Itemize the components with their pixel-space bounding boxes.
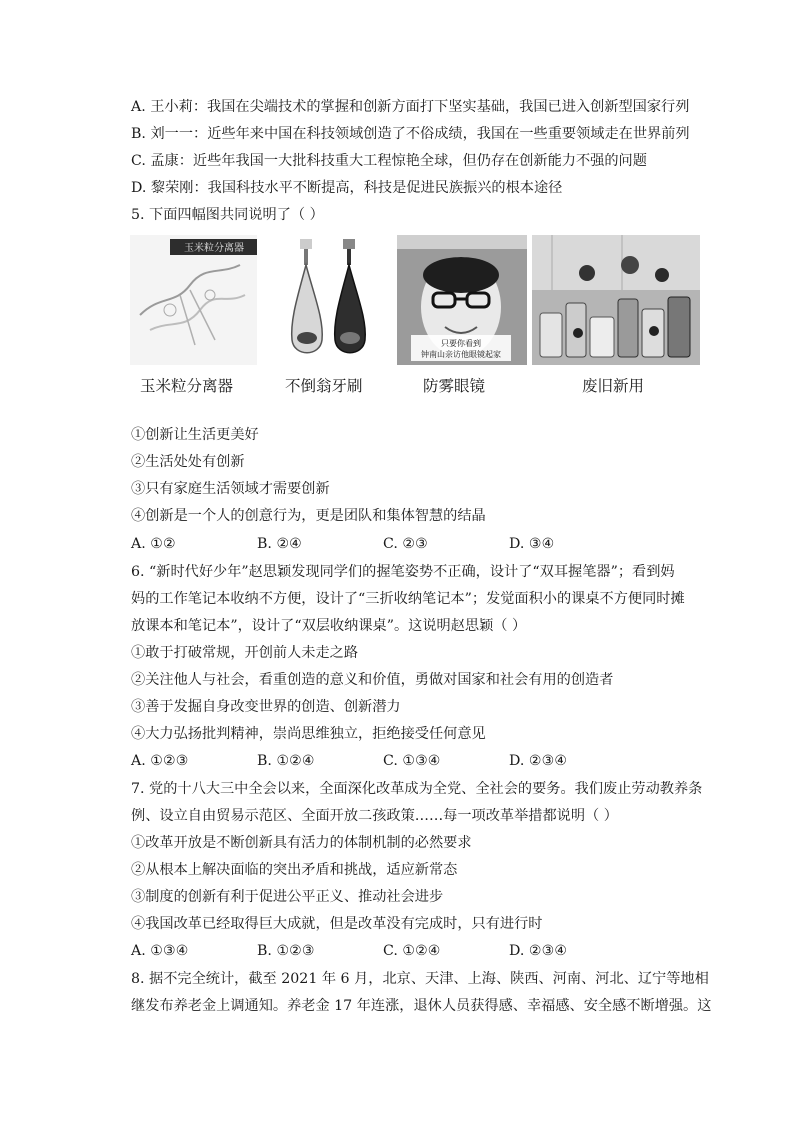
q5-stem: 5. 下面四幅图共同说明了（ ） [131,207,324,223]
image-corn-separator [130,235,257,365]
q7-stem-line2: 例、设立自由贸易示范区、全面开放二孩政策……每一项改革举措都说明（ ） [131,808,618,824]
q6-stem-line2: 妈的工作笔记本收纳不方便，设计了“三折收纳笔记本”；发觉面积小的课桌不方便同时摊 [131,591,685,607]
image-antifog-glasses [397,235,527,365]
glasses-overlay-line1: 只要你看到 [441,339,481,348]
q6-choice-d: D. ②③④ [509,753,568,769]
q7-choice-a: A. ①③④ [131,943,189,959]
q4-option-c: C. 孟康：近些年我国一大批科技重大工程惊艳全球，但仍存在创新能力不强的问题 [131,153,647,169]
q5-statement-1: ①创新让生活更美好 [131,427,259,443]
q5-choice-d: D. ③④ [509,536,555,552]
corn-banner-text: 玉米粒分离器 [184,243,244,254]
q6-statement-3: ③善于发掘自身改变世界的创造、创新潜力 [131,699,401,715]
image-tumbler-toothbrush [268,235,386,365]
q6-statement-2: ②关注他人与社会，看重创造的意义和价值，勇做对国家和社会有用的创造者 [131,672,614,688]
q7-stem-line1: 7. 党的十八大三中全会以来，全面深化改革成为全党、全社会的要务。我们废止劳动教养条 [131,781,703,797]
q6-choice-b: B. ①②④ [257,753,315,769]
q6-statement-1: ①敢于打破常规，开创前人未走之路 [131,645,359,661]
glasses-overlay-line2: 钟南山亲访他眼镜起家 [421,350,501,359]
q6-stem-line3: 放课本和笔记本”，设计了“双层收纳课桌”。这说明赵思颖（ ） [131,618,527,634]
caption-antifog-glasses: 防雾眼镜 [423,377,486,395]
q5-choice-c: C. ②③ [383,536,428,552]
image-recycled-items [532,235,700,365]
q5-choice-b: B. ②④ [257,536,302,552]
q7-choice-c: C. ①②④ [383,943,441,959]
q5-choice-a: A. ①② [131,536,176,552]
q8-stem-line2: 继发布养老金上调通知。养老金 17 年连涨，退休人员获得感、幸福感、安全感不断增强。这 [131,998,712,1014]
q4-option-b: B. 刘一一：近些年来中国在科技领域创造了不俗成绩，我国在一些重要领域走在世界前列 [131,126,690,142]
q6-stem-line1: 6. “新时代好少年”赵思颖发现同学们的握笔姿势不正确，设计了“双耳握笔器”；看到妈 [131,564,675,580]
q5-statement-2: ②生活处处有创新 [131,454,245,470]
q6-choice-c: C. ①③④ [383,753,441,769]
q6-statement-4: ④大力弘扬批判精神，崇尚思维独立，拒绝接受任何意见 [131,726,486,742]
q6-choice-a: A. ①②③ [131,753,189,769]
q7-choice-b: B. ①②③ [257,943,315,959]
caption-corn-separator: 玉米粒分离器 [140,377,234,395]
q5-choices [131,534,691,554]
q6-choices [131,751,691,771]
q7-choices [131,941,691,961]
q4-option-a: A. 王小莉：我国在尖端技术的掌握和创新方面打下坚实基础，我国已进入创新型国家行列 [131,99,690,115]
q7-statement-3: ③制度的创新有利于促进公平正义、推动社会进步 [131,889,444,905]
caption-tumbler-toothbrush: 不倒翁牙刷 [285,377,363,395]
q7-statement-4: ④我国改革已经取得巨大成就，但是改革没有完成时，只有进行时 [131,916,543,932]
q4-option-d: D. 黎荣刚：我国科技水平不断提高，科技是促进民族振兴的根本途径 [131,180,563,196]
q7-choice-d: D. ②③④ [509,943,568,959]
caption-recycled-items: 废旧新用 [582,377,645,395]
q8-stem-line1: 8. 据不完全统计，截至 2021 年 6 月，北京、天津、上海、陕西、河南、河北、辽宁等地相 [131,971,709,987]
q7-statement-1: ①改革开放是不断创新具有活力的体制机制的必然要求 [131,835,472,851]
q7-statement-2: ②从根本上解决面临的突出矛盾和挑战，适应新常态 [131,862,458,878]
q5-statement-3: ③只有家庭生活领域才需要创新 [131,481,330,497]
q5-statement-4: ④创新是一个人的创意行为，更是团队和集体智慧的结晶 [131,508,486,524]
